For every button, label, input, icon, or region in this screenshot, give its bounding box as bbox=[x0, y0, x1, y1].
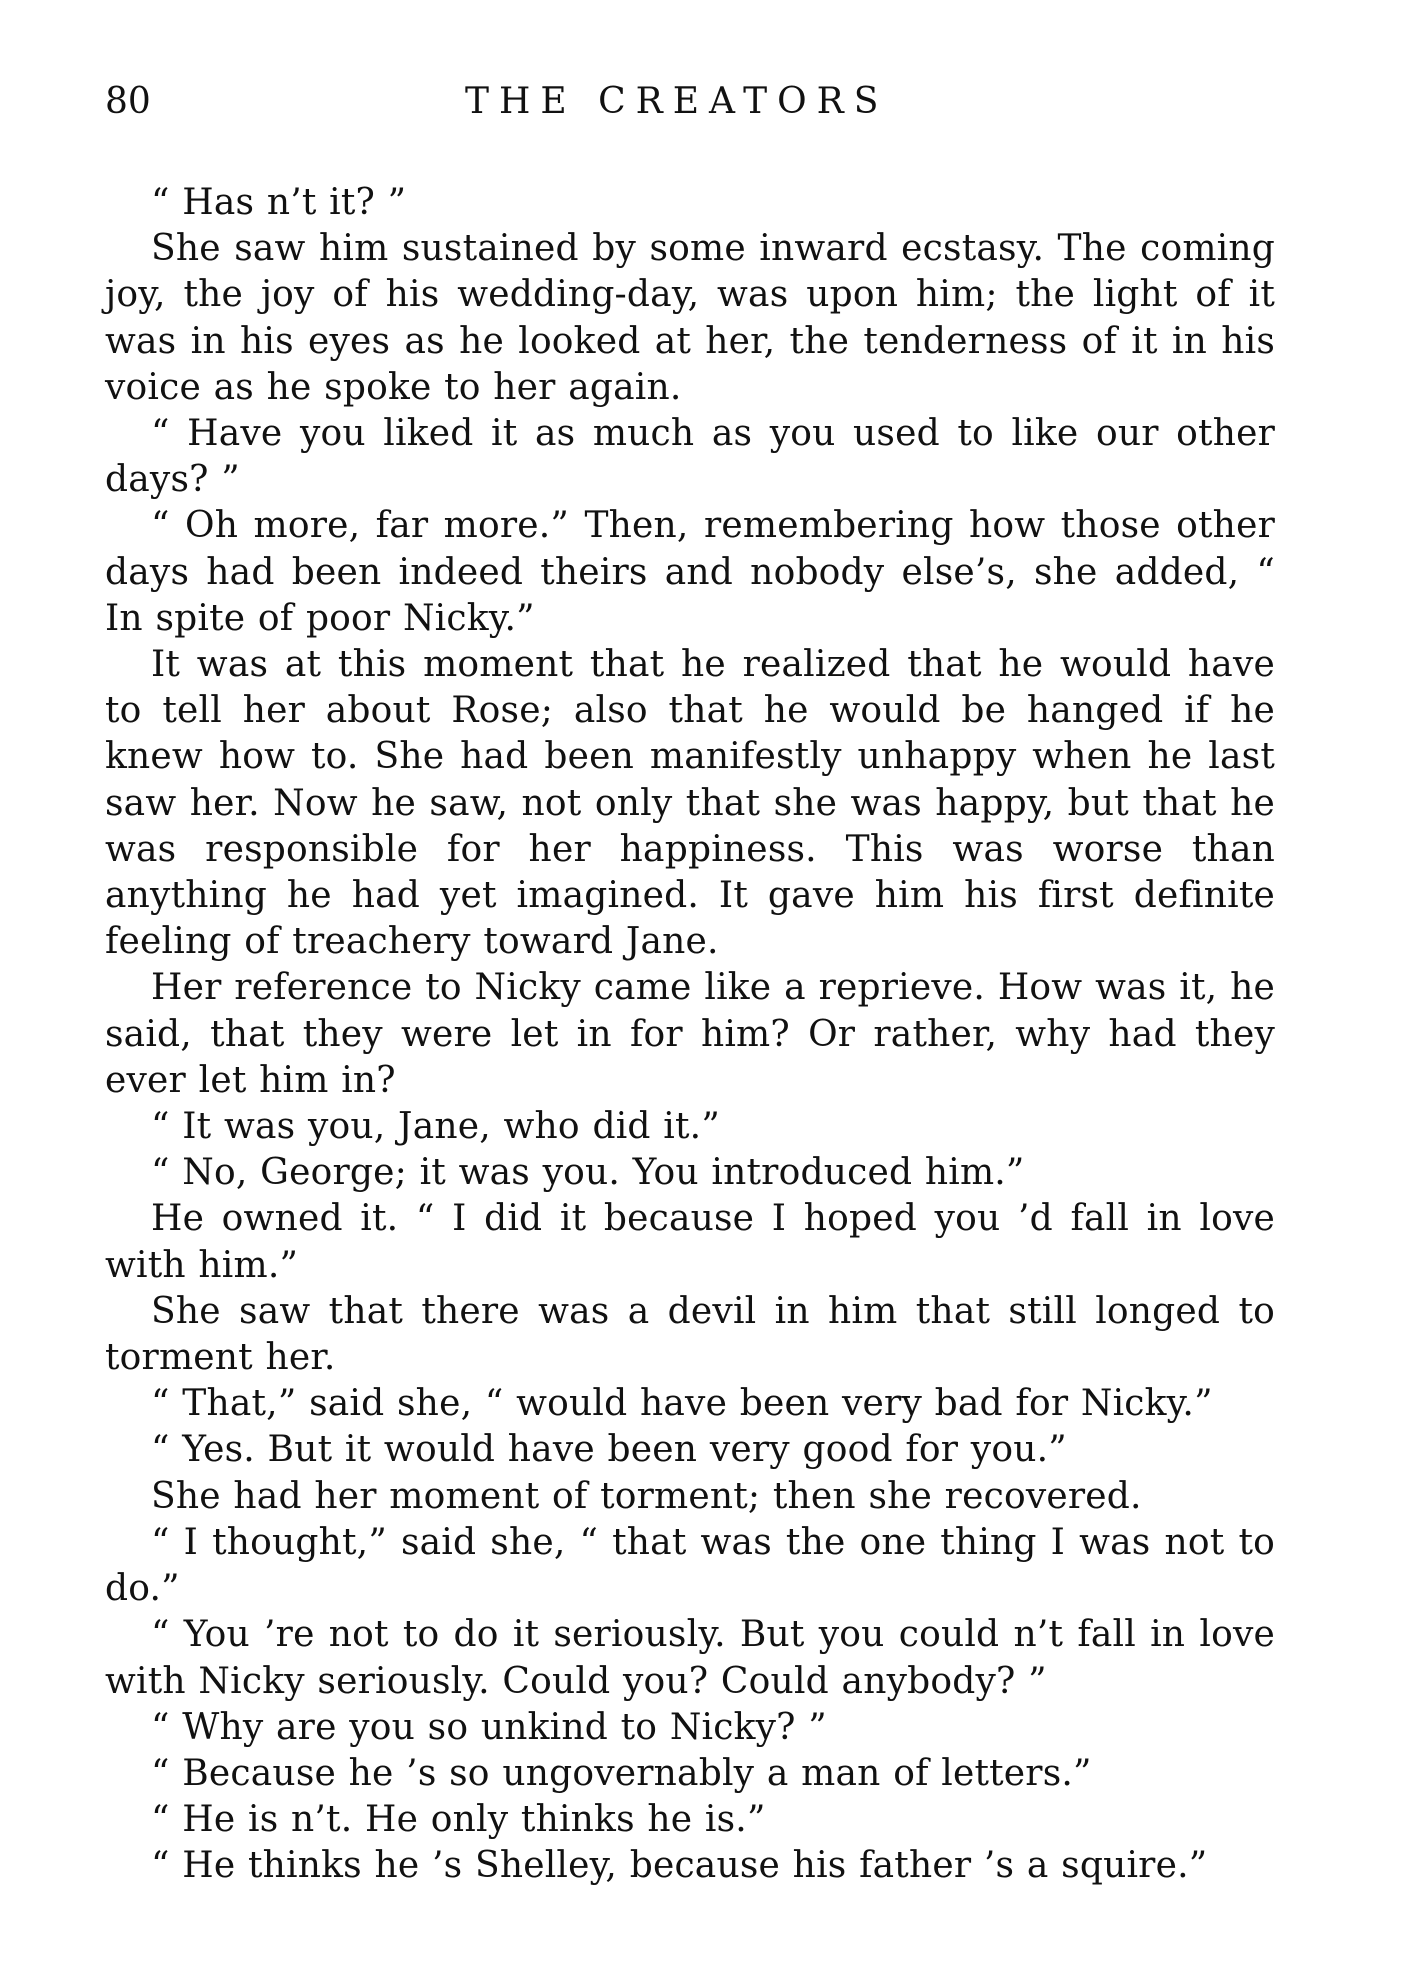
paragraph: She had her moment of torment; then she recovered. bbox=[151, 1475, 1142, 1517]
book-title: THE CREATORS bbox=[465, 81, 889, 122]
paragraph: She saw that there was a devil in him that still longed to torment her. bbox=[105, 1290, 1275, 1379]
paragraph: “ He thinks he ’s Shelley, because his father ’s a squire.” bbox=[151, 1845, 1208, 1887]
paragraph: “ No, George; it was you. You introduced him.” bbox=[151, 1152, 1025, 1194]
paragraph: “ It was you, Jane, who did it.” bbox=[151, 1106, 720, 1148]
body-text bbox=[105, 180, 1275, 1890]
paragraph: “ Yes. But it would have been very good for you.” bbox=[151, 1429, 1067, 1471]
paragraph: It was at this moment that he realized that he would have to tell her about Rose; also that he would be hanged if he knew how to. She had been manifestly unhappy when he last saw her. Now he saw, not only that she was happy, but that he was responsible for her happiness. This was worse than anything he had yet imagined. It gave him his first definite feeling of treachery toward Jane. bbox=[105, 644, 1275, 963]
paragraph: She saw him sustained by some inward ecstasy. The coming joy, the joy of his wedding-day, was upon him; the light of it was in his eyes as he looked at her, the tenderness of it in his voice as he spoke to her again. bbox=[105, 228, 1275, 408]
paragraph: “ Oh more, far more.” Then, remembering how those other days had been indeed theirs and nobody else’s, she added, “ In spite of poor Nicky.” bbox=[105, 505, 1275, 639]
running-head bbox=[105, 60, 1275, 140]
paragraph: “ He is n’t. He only thinks he is.” bbox=[151, 1799, 766, 1841]
paragraph: “ You ’re not to do it seriously. But you could n’t fall in love with Nicky seriously. Could you? Could anybody? ” bbox=[105, 1614, 1275, 1702]
paragraph: Her reference to Nicky came like a reprieve. How was it, he said, that they were let in for him? Or rather, why had they ever let him in? bbox=[105, 967, 1275, 1101]
book-page bbox=[105, 60, 1275, 1890]
paragraph: “ Why are you so unkind to Nicky? ” bbox=[151, 1706, 827, 1748]
page-number: 80 bbox=[105, 81, 151, 122]
paragraph: “ Has n’t it? ” bbox=[151, 182, 407, 223]
paragraph: He owned it. “ I did it because I hoped you ’d fall in love with him.” bbox=[105, 1198, 1275, 1286]
paragraph: “ Because he ’s so ungovernably a man of letters.” bbox=[151, 1752, 1092, 1794]
paragraph: “ That,” said she, “ would have been very bad for Nicky.” bbox=[151, 1383, 1213, 1425]
paragraph: “ I thought,” said she, “ that was the one thing I was not to do.” bbox=[105, 1521, 1275, 1610]
paragraph: “ Have you liked it as much as you used to like our other days? ” bbox=[105, 413, 1275, 501]
